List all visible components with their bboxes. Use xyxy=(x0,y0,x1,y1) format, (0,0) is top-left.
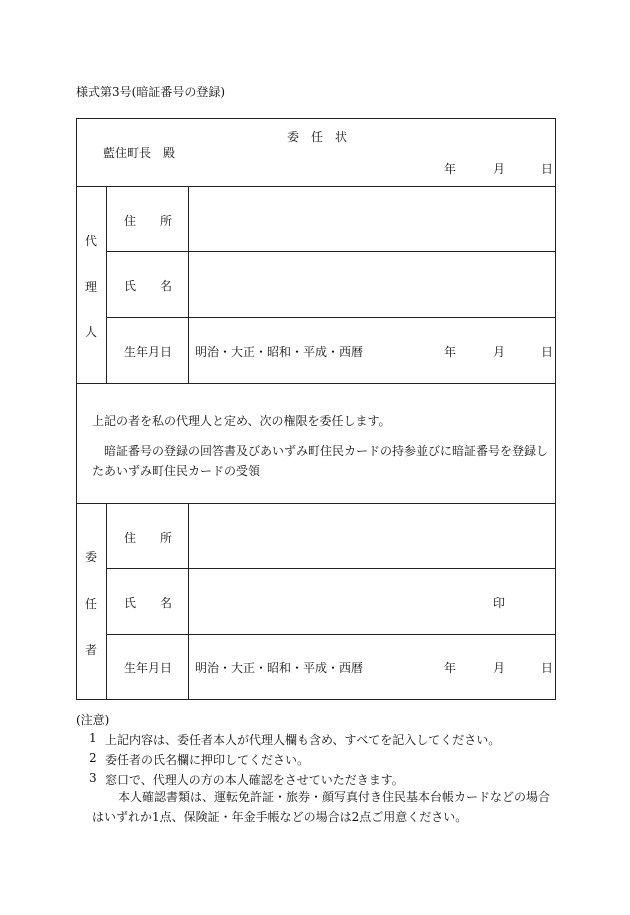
agent-era-options: 明治・大正・昭和・平成・西暦 xyxy=(195,345,364,359)
letter-title: 委 任 状 xyxy=(287,130,348,144)
divider xyxy=(188,503,189,700)
note-text: 上記内容は、委任者本人が代理人欄も含め、すべてを記入してください。 xyxy=(105,733,501,747)
delegation-statement: 上記の者を私の代理人と定め、次の権限を委任します。 xyxy=(92,414,391,428)
agent-name-label: 氏 名 xyxy=(124,279,173,293)
note-id-documents: 本人確認書類は、運転免許証・旅券・顔写真付き住民基本台帳カードなどの場合はいずれか1点、保険証・年金手帳などの場合は2点ご用意ください。 xyxy=(92,790,551,824)
divider xyxy=(106,503,107,700)
note-number: 2 xyxy=(89,751,97,765)
divider xyxy=(106,634,556,635)
principal-era-options: 明治・大正・昭和・平成・西暦 xyxy=(195,661,364,675)
addressee: 藍住町長 殿 xyxy=(103,146,176,160)
principal-birth-day-label: 日 xyxy=(541,661,554,675)
principal-birth-month-label: 月 xyxy=(493,661,506,675)
agent-side-label-3: 人 xyxy=(85,325,98,339)
principal-address-label: 住 所 xyxy=(124,531,173,545)
proxy-form-table xyxy=(76,118,556,700)
date-year-label: 年 xyxy=(444,162,457,176)
divider xyxy=(76,186,556,187)
divider xyxy=(188,186,189,383)
divider xyxy=(76,383,556,384)
divider xyxy=(106,186,107,383)
divider xyxy=(106,568,556,569)
agent-side-label-1: 代 xyxy=(85,234,98,248)
delegation-authority: 暗証番号の登録の回答書及びあいずみ町住民カードの持参並びに暗証番号を登録したあいずみ町住民カードの受領 xyxy=(92,444,549,478)
notes-heading: (注意) xyxy=(76,713,110,727)
divider xyxy=(76,503,556,504)
agent-address-label: 住 所 xyxy=(124,214,173,228)
agent-birth-month-label: 月 xyxy=(493,345,506,359)
agent-birth-label: 生年月日 xyxy=(124,345,173,359)
date-day-label: 日 xyxy=(541,162,554,176)
seal-mark: 印 xyxy=(493,596,506,610)
form-title: 様式第3号(暗証番号の登録) xyxy=(76,85,225,99)
divider xyxy=(106,317,556,318)
principal-birth-label: 生年月日 xyxy=(124,661,173,675)
agent-birth-day-label: 日 xyxy=(541,345,554,359)
principal-side-label-3: 者 xyxy=(85,643,98,657)
principal-side-label-2: 任 xyxy=(85,597,98,611)
principal-side-label-1: 委 xyxy=(85,550,98,564)
note-text: 委任者の氏名欄に押印してください。 xyxy=(105,753,310,767)
principal-name-label: 氏 名 xyxy=(124,596,173,610)
agent-birth-year-label: 年 xyxy=(444,345,457,359)
agent-side-label-2: 理 xyxy=(85,280,98,294)
date-month-label: 月 xyxy=(493,162,506,176)
note-number: 1 xyxy=(89,731,97,745)
divider xyxy=(106,251,556,252)
principal-birth-year-label: 年 xyxy=(444,661,457,675)
note-text: 窓口で、代理人の方の本人確認をさせていただきます。 xyxy=(105,773,404,787)
note-number: 3 xyxy=(89,771,97,785)
